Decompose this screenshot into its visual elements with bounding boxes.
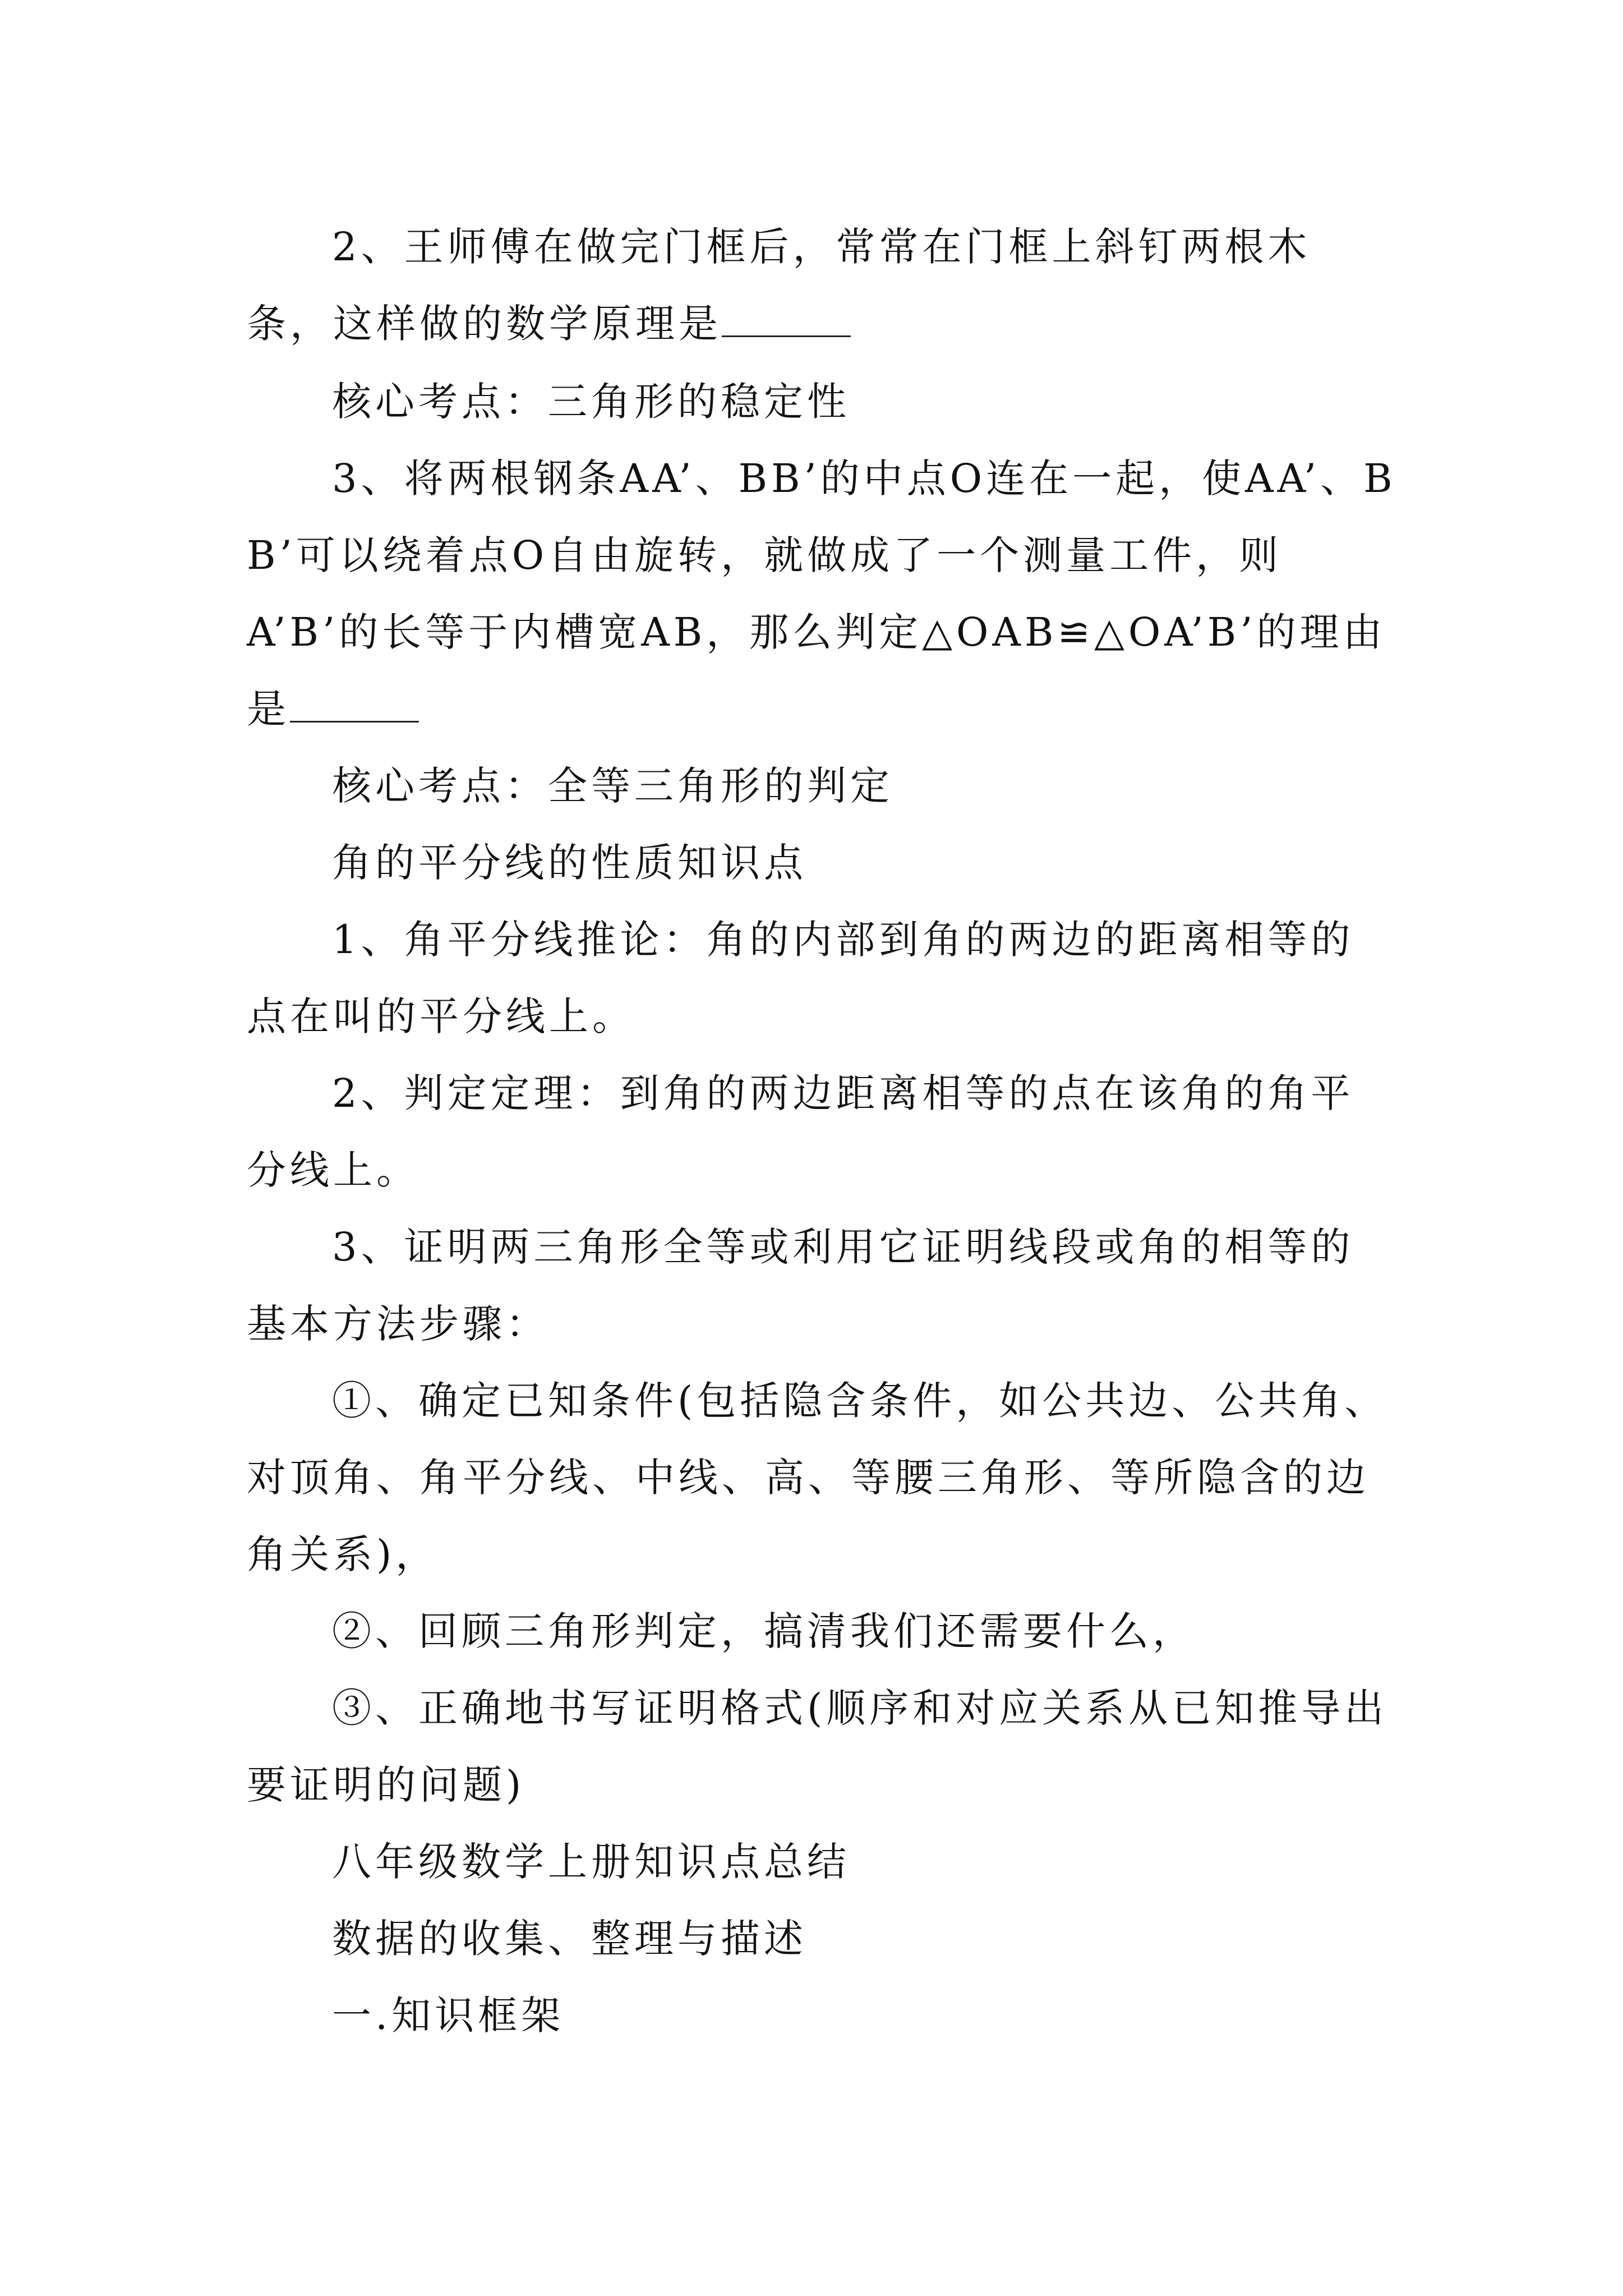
- paragraph-text: ①、确定已知条件(包括隐含条件，如公共边、公共角、对顶角、角平分线、中线、高、等腰三角形、等所隐含的边角关系)，: [247, 1378, 1388, 1577]
- answer-blank: [290, 715, 419, 723]
- paragraph-text: 3、将两根钢条AA’、BB’的中点O连在一起，使AA’、BB’可以绕着点O自由旋转，就做成了一个测量工件，则A’B’的长等于内槽宽AB，那么判定△OAB≌△OA’B’的理由是: [247, 455, 1396, 732]
- section-heading-data: [247, 1901, 1396, 1977]
- paragraph-text: 2、判定定理：到角的两边距离相等的点在该角的角平分线上。: [247, 1070, 1354, 1193]
- answer-blank: [722, 330, 851, 337]
- section-heading-grade8-summary: [247, 1824, 1396, 1901]
- paragraph-question-2: [247, 209, 1396, 362]
- paragraph-bisector-corollary: [247, 901, 1396, 1055]
- paragraph-question-3: [247, 440, 1396, 748]
- paragraph-text: 核心考点：全等三角形的判定: [332, 763, 893, 809]
- paragraph-text: 3、证明两三角形全等或利用它证明线段或角的相等的基本方法步骤：: [247, 1224, 1354, 1347]
- paragraph-text: ②、回顾三角形判定，搞清我们还需要什么，: [332, 1608, 1196, 1654]
- paragraph-text: ③、正确地书写证明格式(顺序和对应关系从已知推导出要证明的问题): [247, 1685, 1388, 1808]
- paragraph-text: 一.知识框架: [332, 1993, 565, 2039]
- section-heading-angle-bisector: [247, 825, 1396, 901]
- paragraph-text: 八年级数学上册知识点总结: [332, 1839, 850, 1885]
- paragraph-step-3: [247, 1670, 1396, 1824]
- paragraph-step-2: [247, 1593, 1396, 1670]
- paragraph-step-1: [247, 1363, 1396, 1593]
- paragraph-decision-theorem: [247, 1055, 1396, 1209]
- paragraph-text: 核心考点：三角形的稳定性: [332, 379, 850, 425]
- paragraph-proof-steps: [247, 1209, 1396, 1363]
- paragraph-text: 数据的收集、整理与描述: [332, 1916, 807, 1962]
- paragraph-text: 2、王师傅在做完门框后，常常在门框上斜钉两根木条，这样做的数学原理是: [247, 224, 1311, 347]
- paragraph-core-point-stability: [247, 364, 1396, 440]
- section-heading-framework: [247, 1977, 1396, 2054]
- paragraph-text: 1、角平分线推论：角的内部到角的两边的距离相等的点在叫的平分线上。: [247, 917, 1354, 1039]
- paragraph-core-point-congruence: [247, 748, 1396, 825]
- paragraph-text: 角的平分线的性质知识点: [332, 840, 807, 886]
